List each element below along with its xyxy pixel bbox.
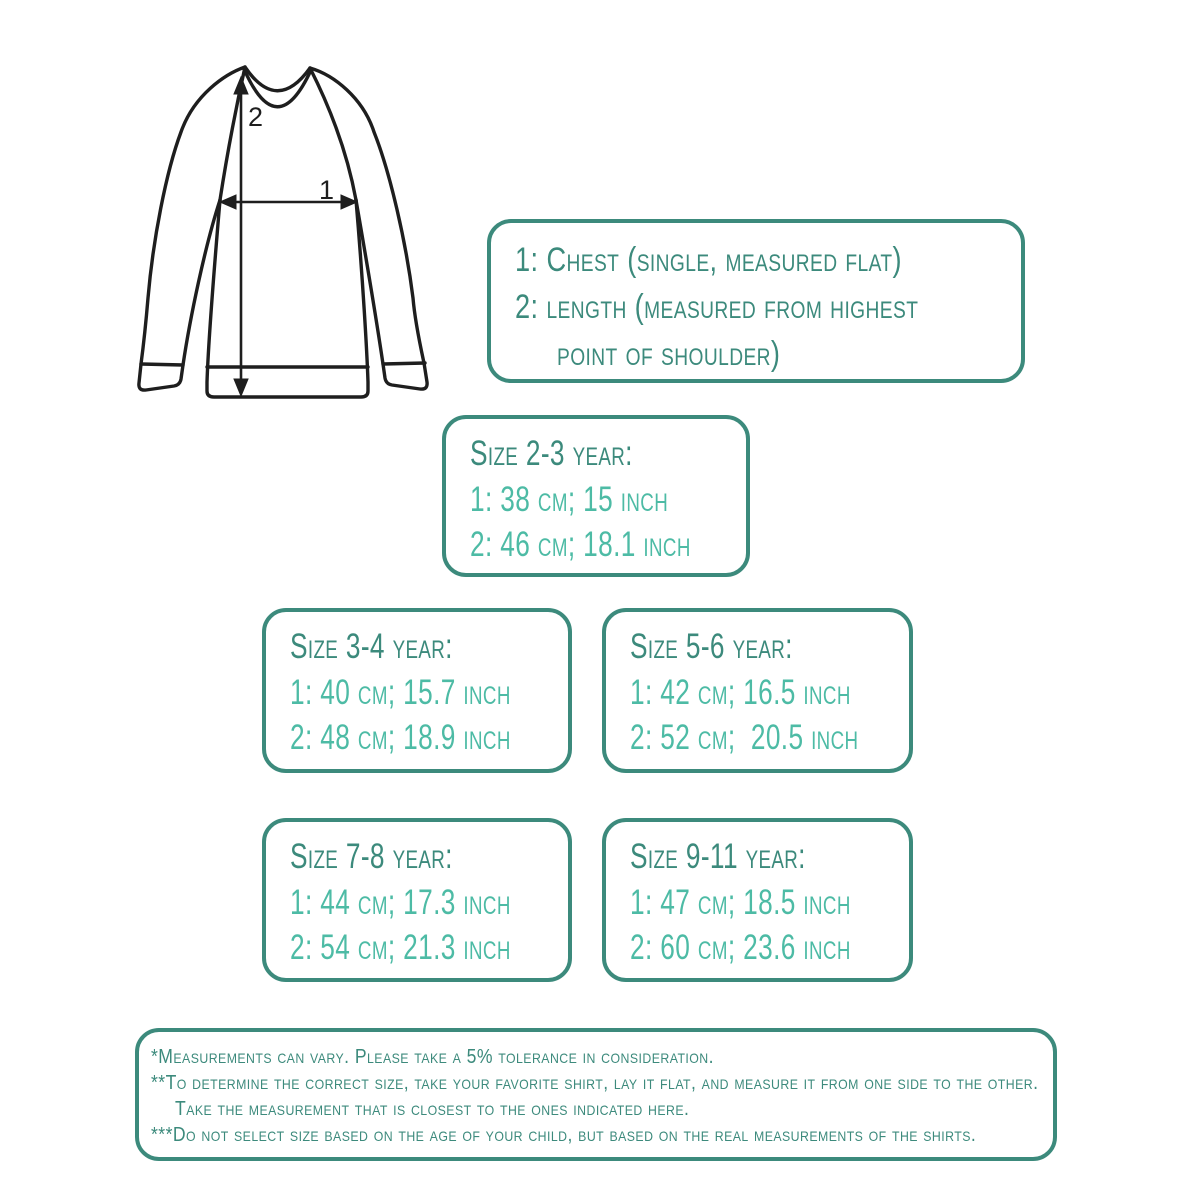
legend-length-line-cont: point of shoulder) — [557, 335, 781, 373]
chest-measurement: 1: 38 cm; 15 inch — [470, 480, 669, 519]
right-sleeve — [310, 68, 427, 389]
legend-length-line: 2: length (measured from highest — [515, 288, 919, 326]
chest-measurement: 1: 47 cm; 18.5 inch — [630, 883, 851, 922]
size-title: Size 5-6 year: — [630, 627, 793, 666]
length-arrow — [234, 77, 248, 396]
length-measurement: 2: 60 cm; 23.6 inch — [630, 928, 851, 967]
size-title: Size 2-3 year: — [470, 434, 633, 473]
size-title: Size 9-11 year: — [630, 837, 806, 876]
sweater-diagram — [120, 50, 460, 410]
size-title: Size 3-4 year: — [290, 627, 453, 666]
legend-chest-line: 1: Chest (single, measured flat) — [515, 241, 902, 279]
size-box-5-6-year — [602, 608, 913, 773]
length-measurement: 2: 48 cm; 18.9 inch — [290, 718, 511, 757]
length-arrow-label: 2 — [248, 102, 264, 132]
note-how-to-measure-cont: Take the measurement that is closest to the ones indicated here. — [175, 1098, 690, 1120]
size-box-3-4-year — [262, 608, 572, 773]
chest-arrow-label: 1 — [319, 175, 335, 205]
length-measurement: 2: 46 cm; 18.1 inch — [470, 525, 691, 564]
note-tolerance: *Measurements can vary. Please take a 5% tolerance in consideration. — [151, 1046, 714, 1068]
size-box-2-3-year — [442, 415, 750, 577]
length-measurement: 2: 54 cm; 21.3 inch — [290, 928, 511, 967]
chest-measurement: 1: 40 cm; 15.7 inch — [290, 673, 511, 712]
note-age-warning: ***Do not select size based on the age of your child, but based on the real measurements of the shirts. — [151, 1124, 977, 1146]
sweater-outline-icon — [120, 50, 460, 410]
chest-measurement: 1: 44 cm; 17.3 inch — [290, 883, 511, 922]
left-sleeve — [139, 67, 245, 390]
left-cuff-line — [141, 364, 183, 365]
size-title: Size 7-8 year: — [290, 837, 453, 876]
right-cuff-line — [383, 363, 425, 364]
measurement-legend-box — [487, 219, 1025, 383]
chest-measurement: 1: 42 cm; 16.5 inch — [630, 673, 851, 712]
size-box-7-8-year — [262, 818, 572, 982]
measurement-notes-box — [135, 1028, 1057, 1161]
size-box-9-11-year — [602, 818, 913, 982]
length-measurement: 2: 52 cm; 20.5 inch — [630, 718, 859, 757]
note-how-to-measure: **To determine the correct size, take your favorite shirt, lay it flat, and measure it from one side to the other. — [151, 1072, 1039, 1094]
